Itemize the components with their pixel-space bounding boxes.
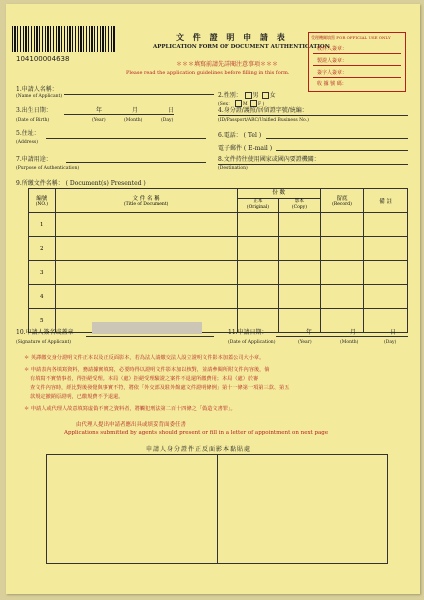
signature-label-cn: 10.申請人簽名或蓋章	[16, 329, 74, 336]
barcode-number: 104100004638	[16, 55, 70, 63]
table-row[interactable]: 1	[29, 213, 408, 237]
dob-day-cn: 日	[168, 107, 175, 114]
signature-label-en: (Signature of Applicant)	[16, 340, 72, 345]
note-2b: 有填寫不實情事者，得拒絕受理。本局（處）拒絕受理驗證之案件不退還所繳費用；本局（處）於審	[30, 376, 259, 382]
email-label: 電子郵件 ( E-mail )	[218, 145, 273, 152]
app-date-day-cn: 日	[390, 329, 397, 336]
dob-day-en: (Day)	[161, 118, 174, 123]
note-2c: 查文件內容時，經比對後發覺與事實不符，將依「外交部及駐外館處文件證明條例」第十一條第一項第三款、第五	[30, 385, 290, 391]
receipt-officer-label: 收件人簽章：	[317, 46, 348, 52]
id-attach-title: 申請人身分證件正反面影本黏貼處	[146, 446, 252, 453]
note-3: ＊ 申請人或代理人故意填寫虛偽不實之資料者，將觸犯刑法第二百十四條之「偽造文書罪」。	[24, 406, 236, 412]
app-date-input[interactable]	[276, 336, 408, 337]
signature-input[interactable]	[86, 336, 214, 337]
col-copies: 份 數 正本 (Original) 影本 (Copy)	[237, 189, 320, 213]
agent-note-cn: 由代理人提出申請者應出具或填妥背面委任書	[76, 422, 187, 428]
id-label-en: (ID/Passport/ARC/Unified Business No.)	[218, 118, 309, 123]
app-date-year-en: (Year)	[298, 340, 312, 345]
table-row[interactable]: 2	[29, 237, 408, 261]
note-1: ＊ 英譯繳交身分證明文件正本以及正反面影本，若為法人請繳交法人設立證明文件影本加蓋公司大小章。	[24, 355, 265, 361]
destination-label-en: (Destination)	[218, 166, 248, 171]
official-use-box	[308, 32, 406, 92]
receipt-number-label: 收 據 號 碼：	[317, 81, 347, 87]
notice-en: Please read the application guidelines before filling in this form.	[126, 70, 290, 76]
app-date-label-en: (Date of Application)	[228, 340, 276, 345]
note-2a: ＊ 申請表內各填寫資料，務請據實填寫，必要時得以證明文件影本加以核對，並請參閱所附文件內容後，倘	[24, 367, 270, 373]
table-row[interactable]: 5	[29, 309, 408, 333]
dob-month-en: (Month)	[124, 118, 143, 123]
address-label-en: (Address)	[16, 140, 38, 145]
destination-label-cn: 8.文件持往使用國家或國內要證機關：	[218, 156, 320, 163]
purpose-label-cn: 7.申請用途：	[16, 156, 52, 163]
app-date-month-cn: 月	[350, 329, 357, 336]
dob-year-en: (Year)	[92, 118, 106, 123]
id-label-cn: 4.身分證/護照/居留證字號/統編：	[218, 107, 308, 114]
name-label-en: (Name of Applicant)	[16, 94, 63, 99]
documents-table	[28, 188, 408, 333]
form-title-cn: 文 件 證 明 申 請 表	[176, 32, 288, 42]
dob-label-en: (Date of Birth)	[16, 118, 50, 123]
col-title: 文 件 名 稱 (Title of Document)	[55, 189, 237, 213]
dob-input[interactable]	[64, 114, 174, 115]
address-input[interactable]	[46, 138, 206, 139]
destination-input[interactable]	[218, 164, 408, 165]
app-date-month-en: (Month)	[340, 340, 359, 345]
gender-label-cn: 2.性別： 男 女	[218, 92, 276, 99]
application-form	[6, 4, 420, 594]
id-attach-area	[46, 454, 388, 564]
form-title-en: APPLICATION FORM OF DOCUMENT AUTHENTICATION	[153, 44, 330, 50]
agent-note-en: Applications submitted by agents should present or fill in a letter of appointment on next page	[64, 430, 329, 436]
table-row[interactable]: 3	[29, 261, 408, 285]
documents-label: 9.所繳文件名稱： ( Document(s) Presented )	[16, 180, 146, 187]
email-input[interactable]	[276, 150, 408, 151]
barcode	[12, 26, 116, 52]
table-row[interactable]: 4	[29, 285, 408, 309]
dob-month-cn: 月	[132, 107, 139, 114]
issuing-officer-label: 簽字人簽章：	[317, 70, 348, 76]
official-use-title: 受理機關填寫 FOR OFFICIAL USE ONLY	[311, 35, 391, 40]
gender-label-en: (Sex： M F )	[218, 102, 265, 107]
app-date-day-en: (Day)	[384, 340, 397, 345]
id-input[interactable]	[218, 115, 408, 116]
note-2d: 款規定撤銷原證明，已繳規費不予退還。	[30, 394, 124, 400]
col-remarks: 備 註	[364, 189, 408, 213]
purpose-label-en: (Purpose of Authentication)	[16, 166, 80, 171]
dob-year-cn: 年	[96, 107, 103, 114]
col-no: 編號 (NO.)	[29, 189, 56, 213]
purpose-input[interactable]	[66, 162, 206, 163]
phone-label-cn: 6.電話： ( Tel )	[218, 132, 262, 139]
app-date-year-cn: 年	[306, 329, 313, 336]
name-label-cn: 1.申請人名稱：	[16, 86, 58, 93]
signature-redacted	[92, 322, 202, 334]
name-input[interactable]	[64, 94, 214, 95]
col-record: 留底 (Record)	[320, 189, 364, 213]
address-label-cn: 5.住址：	[16, 130, 40, 137]
notice-cn: ＊＊＊填寫前請先詳閱注意事項＊＊＊	[176, 61, 279, 68]
phone-input[interactable]	[266, 138, 408, 139]
dob-label-cn: 3.出生日期：	[16, 107, 52, 114]
app-date-label-cn: 11.申請日期：	[228, 329, 268, 336]
certificate-officer-label: 製證人簽章：	[317, 58, 348, 64]
